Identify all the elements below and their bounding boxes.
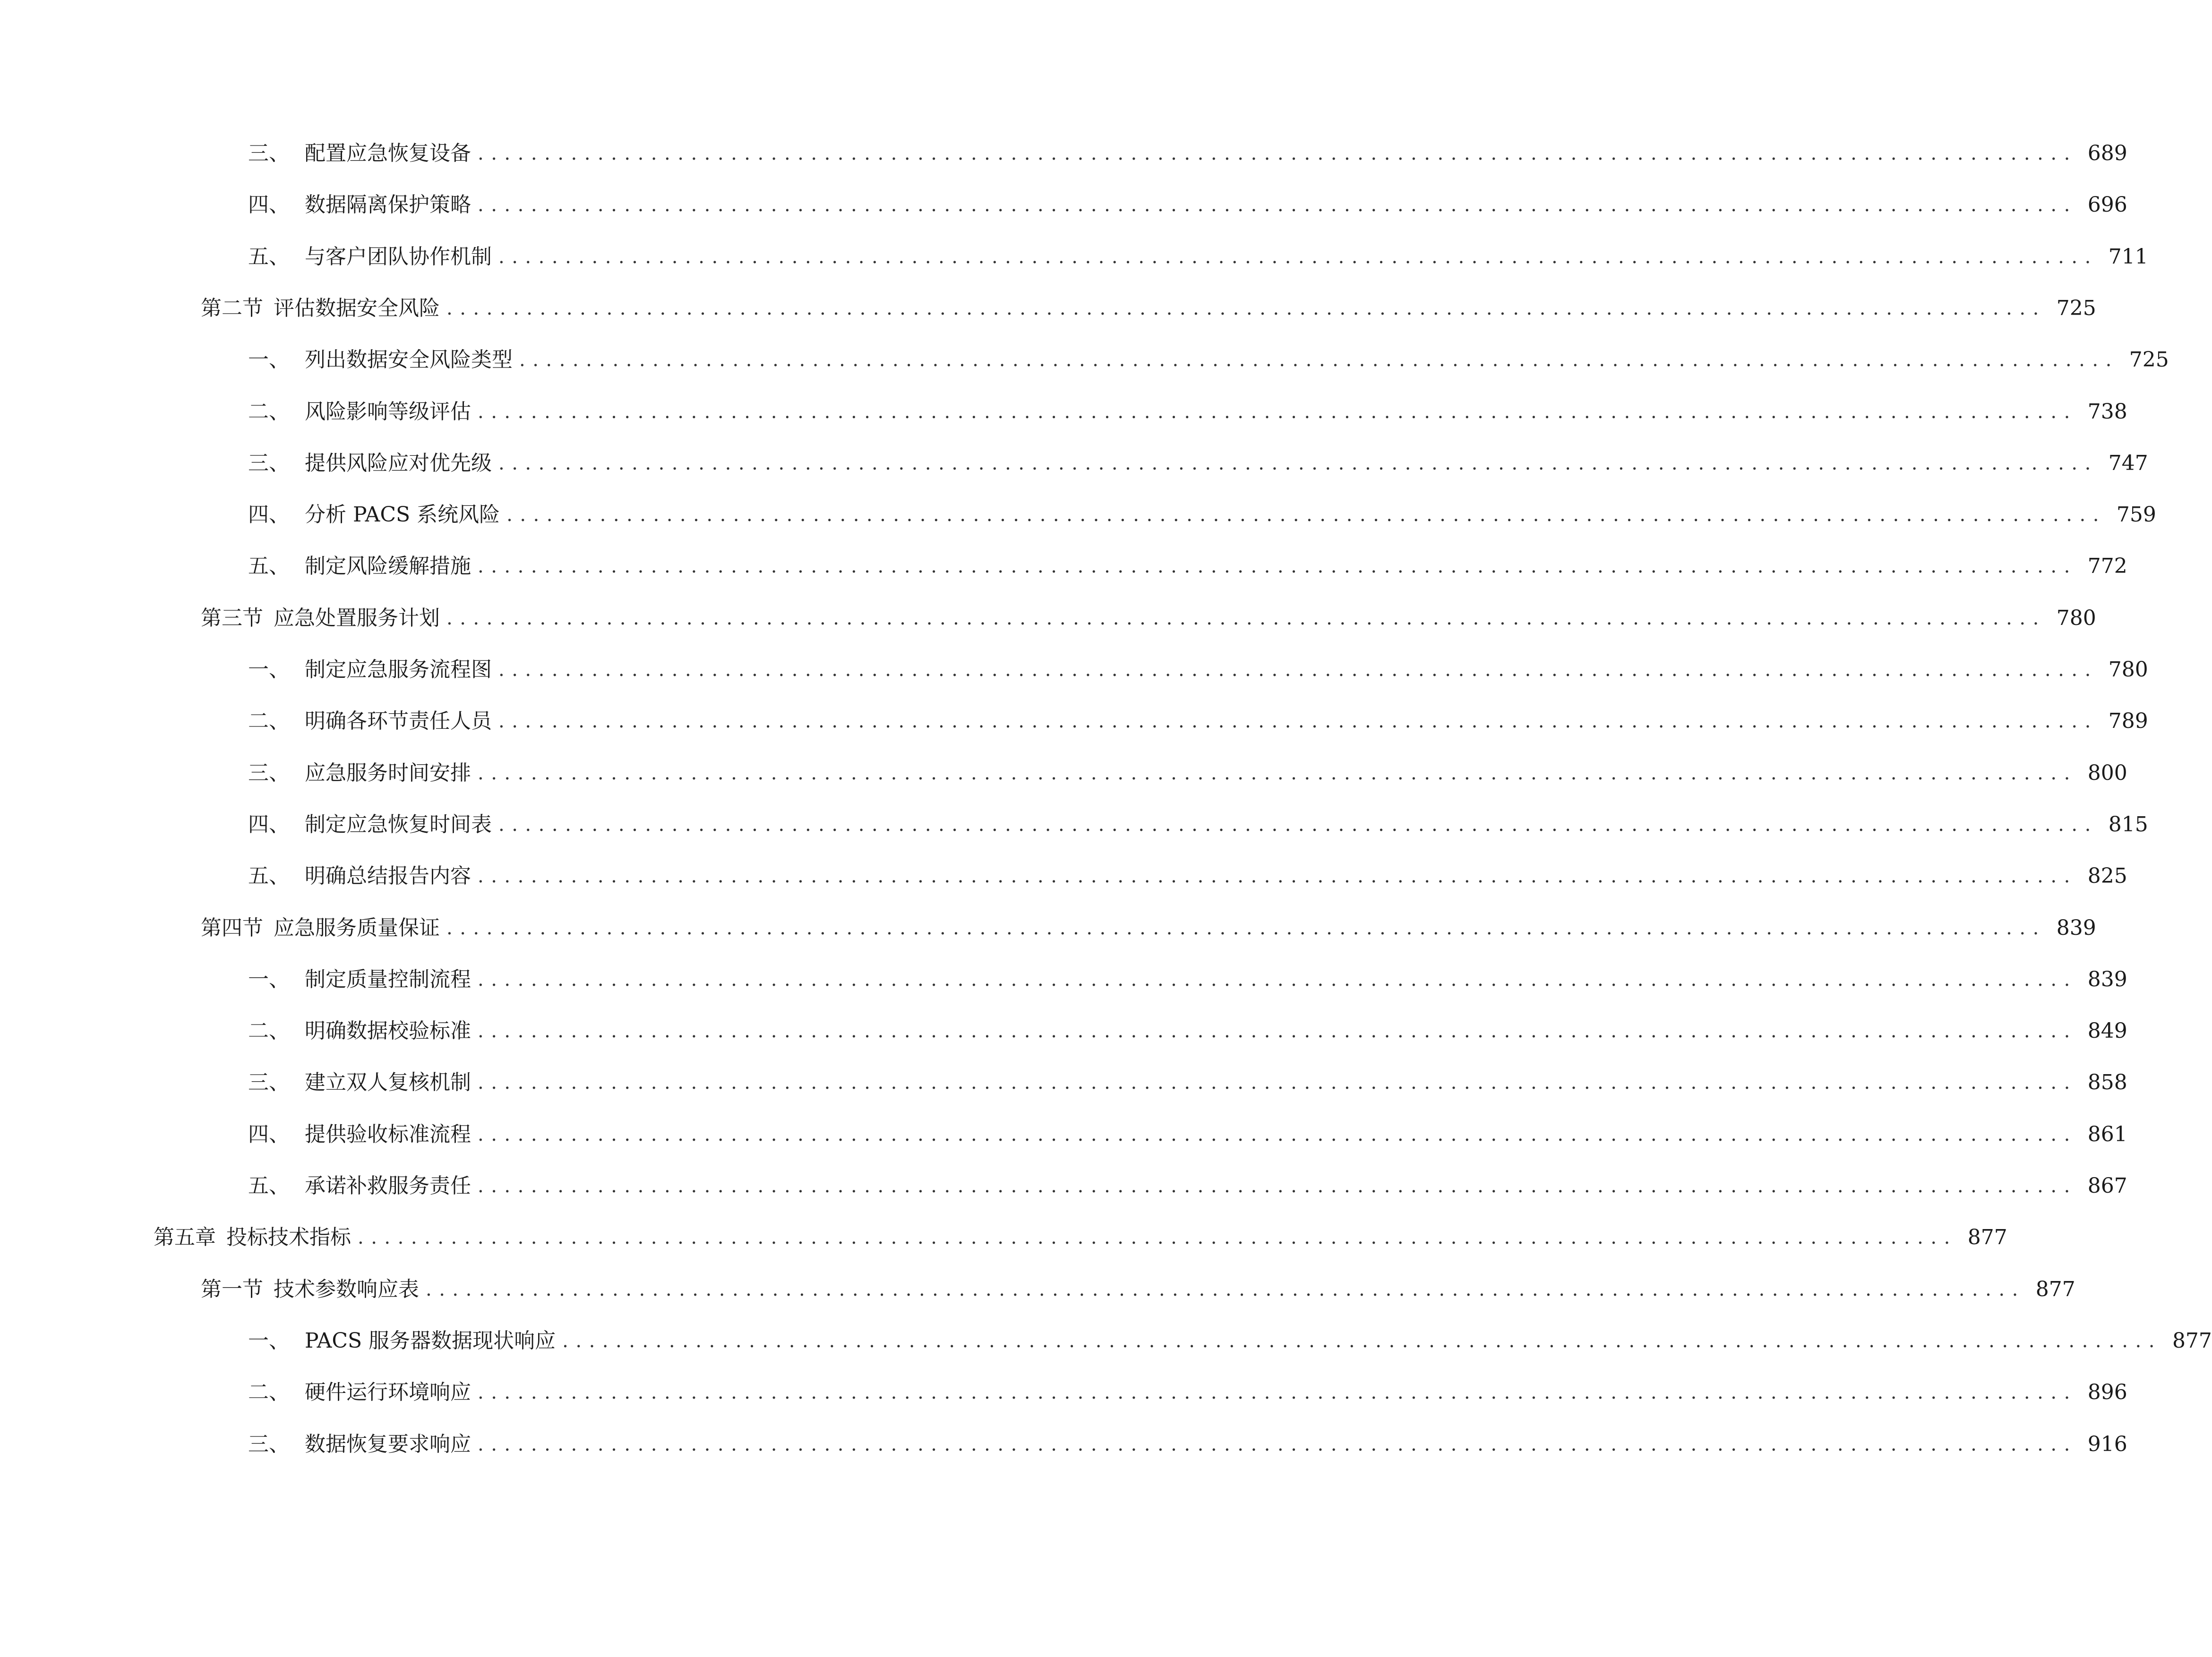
dot-leader: ........................................................................................................................ [562,1330,2162,1352]
dot-leader: ........................................................................................................................ [478,1020,2077,1042]
toc-entry-page-number: 877 [1967,1225,2007,1249]
toc-entry-page-number: 825 [2087,864,2127,888]
toc-entry-page-number: 689 [2087,141,2127,165]
dot-leader: ........................................................................................................................ [478,1434,2077,1455]
toc-entry-title: 应急处置服务计划 [274,606,440,630]
toc-entry-page-number: 858 [2087,1070,2127,1094]
toc-entry-title: 明确数据校验标准 [305,1019,471,1043]
toc-entry-number: 五、 [248,554,290,578]
dot-leader: ........................................................................................................................ [478,1072,2077,1093]
toc-entry-page-number: 867 [2087,1174,2127,1198]
toc-entry-page-number: 780 [2056,606,2096,630]
toc-entry[interactable] [248,240,2148,273]
dot-leader: ........................................................................................................................ [478,401,2077,423]
toc-entry[interactable] [248,188,2127,222]
dot-leader: ........................................................................................................................ [498,710,2098,732]
toc-entry-page-number: 877 [2172,1329,2212,1353]
toc-entry-page-number: 780 [2108,658,2148,682]
toc-entry-number: 五、 [248,1174,290,1198]
toc-entry-title: 数据恢复要求响应 [305,1432,471,1456]
toc-entry-number: 二、 [248,709,290,733]
toc-entry-page-number: 725 [2056,296,2096,320]
toc-entry[interactable] [201,292,2096,325]
toc-entry-page-number: 696 [2087,193,2127,217]
toc-entry[interactable] [248,963,2127,996]
toc-entry-number: 五、 [248,864,290,888]
toc-entry[interactable] [154,1221,2007,1254]
toc-entry-page-number: 789 [2108,709,2148,733]
toc-entry-title: 投标技术指标 [226,1225,351,1249]
toc-entry-number: 三、 [248,1070,290,1094]
toc-entry-page-number: 759 [2116,503,2156,527]
toc-entry-number: 二、 [248,1019,290,1043]
toc-entry-page-number: 725 [2129,348,2169,372]
toc-entry-title: 应急服务时间安排 [305,761,471,785]
dot-leader: ........................................................................................................................ [446,607,2046,629]
toc-entry[interactable] [248,1170,2127,1203]
toc-entry-title: 评估数据安全风险 [274,296,440,320]
toc-entry-title: 建立双人复核机制 [305,1070,471,1094]
toc-entry-number: 第一节 [201,1277,263,1301]
dot-leader: ........................................................................................................................ [478,555,2077,577]
toc-entry-page-number: 861 [2087,1122,2127,1146]
toc-entry[interactable] [201,1273,2075,1306]
toc-entry-title: 配置应急恢复设备 [305,141,471,165]
toc-entry-page-number: 711 [2108,245,2148,269]
toc-entry-page-number: 839 [2087,967,2127,991]
toc-entry[interactable] [248,1376,2127,1409]
toc-entry-number: 四、 [248,503,290,527]
dot-leader: ........................................................................................................................ [478,1175,2077,1197]
toc-entry-page-number: 738 [2087,400,2127,424]
dot-leader: ........................................................................................................................ [498,659,2098,681]
toc-entry-title: 制定应急恢复时间表 [305,812,492,837]
toc-entry-page-number: 849 [2087,1019,2127,1043]
toc-entry[interactable] [201,602,2096,635]
toc-entry-number: 四、 [248,1122,290,1146]
toc-entry-number: 四、 [248,812,290,837]
toc-entry[interactable] [201,912,2096,945]
toc-entry[interactable] [248,550,2127,583]
toc-entry-number: 一、 [248,658,290,682]
dot-leader: ........................................................................................................................ [446,917,2046,939]
toc-entry[interactable] [248,137,2127,170]
toc-entry-title: 制定质量控制流程 [305,967,471,991]
toc-entry-title: 分析 PACS 系统风险 [305,503,500,527]
toc-entry[interactable] [248,757,2127,790]
toc-entry-page-number: 916 [2087,1432,2127,1456]
dot-leader: ........................................................................................................................ [446,298,2046,319]
toc-entry-title: 数据隔离保护策略 [305,193,471,217]
dot-leader: ........................................................................................................................ [478,865,2077,887]
dot-leader: ........................................................................................................................ [498,814,2098,836]
toc-entry[interactable] [248,653,2148,686]
toc-entry-number: 一、 [248,348,290,372]
dot-leader: ........................................................................................................................ [426,1279,2025,1300]
dot-leader: ........................................................................................................................ [478,1124,2077,1145]
toc-entry[interactable] [248,1066,2127,1099]
toc-entry-title: 提供验收标准流程 [305,1122,471,1146]
dot-leader: ........................................................................................................................ [478,969,2077,991]
dot-leader: ........................................................................................................................ [478,762,2077,784]
toc-entry[interactable] [248,1324,2212,1358]
toc-entry-title: 制定应急服务流程图 [305,658,492,682]
toc-entry-title: 制定风险缓解措施 [305,554,471,578]
toc-entry[interactable] [248,343,2169,376]
toc-entry-page-number: 896 [2087,1380,2127,1404]
toc-entry-page-number: 747 [2108,451,2148,475]
toc-entry-page-number: 800 [2087,761,2127,785]
toc-entry-number: 二、 [248,400,290,424]
toc-entry-page-number: 839 [2056,916,2096,940]
dot-leader: ........................................................................................................................ [506,504,2106,526]
toc-entry-page-number: 772 [2087,554,2127,578]
toc-entry[interactable] [248,1015,2127,1048]
toc-entry[interactable] [248,395,2127,428]
toc-entry-page-number: 877 [2035,1277,2075,1301]
toc-entry-number: 三、 [248,761,290,785]
toc-entry[interactable] [248,1428,2127,1461]
toc-entry[interactable] [248,1118,2127,1151]
toc-entry-number: 五、 [248,245,290,269]
toc-entry-title: 明确各环节责任人员 [305,709,492,733]
toc-entry-title: PACS 服务器数据现状响应 [305,1329,556,1353]
toc-entry-number: 第二节 [201,296,263,320]
toc-entry-title: 列出数据安全风险类型 [305,348,513,372]
toc-entry-number: 四、 [248,193,290,217]
toc-entry[interactable] [248,447,2148,480]
toc-entry-number: 第五章 [154,1225,216,1249]
toc-entry-title: 应急服务质量保证 [274,916,440,940]
dot-leader: ........................................................................................................................ [478,194,2077,216]
toc-entry-title: 与客户团队协作机制 [305,245,492,269]
toc-entry-title: 明确总结报告内容 [305,864,471,888]
toc-entry-page-number: 815 [2108,812,2148,837]
toc-entry[interactable] [248,860,2127,893]
toc-entry-title: 提供风险应对优先级 [305,451,492,475]
toc-entry-number: 三、 [248,451,290,475]
dot-leader: ........................................................................................................................ [498,453,2098,474]
dot-leader: ........................................................................................................................ [478,143,2077,164]
toc-entry-number: 一、 [248,967,290,991]
toc-entry-title: 技术参数响应表 [274,1277,419,1301]
toc-entry-title: 风险影响等级评估 [305,400,471,424]
toc-entry-title: 承诺补救服务责任 [305,1174,471,1198]
toc-entry-number: 三、 [248,141,290,165]
dot-leader: ........................................................................................................................ [358,1227,1957,1248]
toc-entry-number: 一、 [248,1329,290,1353]
toc-entry-number: 二、 [248,1380,290,1404]
toc-entry-number: 第四节 [201,916,263,940]
dot-leader: ........................................................................................................................ [498,246,2098,268]
toc-entry[interactable] [248,705,2148,738]
toc-entry-title: 硬件运行环境响应 [305,1380,471,1404]
dot-leader: ........................................................................................................................ [519,349,2119,371]
toc-entry-number: 第三节 [201,606,263,630]
toc-entry-number: 三、 [248,1432,290,1456]
toc-entry[interactable] [248,498,2156,531]
dot-leader: ........................................................................................................................ [478,1382,2077,1403]
toc-entry[interactable] [248,808,2148,841]
